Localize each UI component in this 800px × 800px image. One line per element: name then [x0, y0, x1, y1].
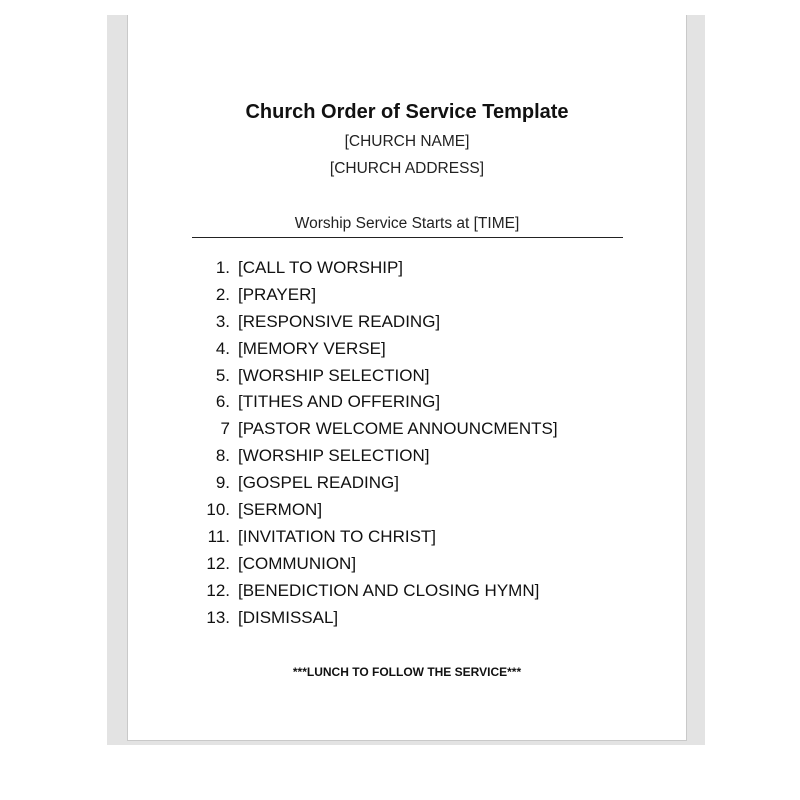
item-label: [BENEDICTION AND CLOSING HYMN] [238, 580, 540, 600]
list-item [128, 527, 686, 554]
item-number: 9. [215, 473, 230, 493]
item-number: 13. [206, 607, 230, 627]
item-number: 2. [215, 284, 230, 304]
list-item [128, 366, 686, 393]
item-label: [WORSHIP SELECTION] [238, 365, 430, 385]
item-label: [SERMON] [238, 500, 323, 520]
list-item [128, 500, 686, 527]
item-number: 10. [206, 500, 230, 520]
item-number: 5. [215, 365, 230, 385]
list-item [128, 392, 686, 419]
list-item [128, 446, 686, 473]
item-label: [INVITATION TO CHRIST] [238, 526, 437, 546]
list-item [128, 312, 686, 339]
church-name: [CHURCH NAME] [344, 133, 470, 150]
item-label: [CALL TO WORSHIP] [238, 258, 404, 277]
list-item [128, 581, 686, 608]
item-number: 4. [215, 338, 230, 358]
service-start-time: Worship Service Starts at [TIME] [294, 215, 520, 232]
item-number: 12. [206, 580, 230, 600]
item-label: [MEMORY VERSE] [238, 338, 386, 358]
item-number: 1. [215, 258, 230, 277]
item-number: 8. [215, 446, 230, 466]
item-label: [PASTOR WELCOME ANNOUNCMENTS] [238, 419, 558, 439]
item-label: [DISMISSAL] [238, 607, 339, 627]
item-number: 6. [215, 392, 230, 412]
order-of-service-list [128, 258, 686, 634]
list-item [128, 554, 686, 581]
item-label: [COMMUNION] [238, 553, 357, 573]
item-number: 3. [215, 311, 230, 331]
list-item [128, 419, 686, 446]
item-number: 12. [206, 553, 230, 573]
item-number: 7 [220, 419, 230, 439]
item-label: [TITHES AND OFFERING] [238, 392, 441, 412]
divider-line [192, 237, 623, 238]
item-label: [WORSHIP SELECTION] [238, 446, 430, 466]
item-label: [PRAYER] [238, 284, 317, 304]
list-item [128, 608, 686, 635]
item-label: [RESPONSIVE READING] [238, 311, 441, 331]
document-page [127, 15, 687, 741]
church-address: [CHURCH ADDRESS] [329, 160, 485, 177]
list-item [128, 339, 686, 366]
item-number: 11. [207, 526, 230, 546]
document-title: Church Order of Service Template [245, 101, 569, 123]
footer-note: ***LUNCH TO FOLLOW THE SERVICE*** [292, 665, 522, 679]
list-item [128, 285, 686, 312]
list-item [128, 258, 686, 285]
item-label: [GOSPEL READING] [238, 473, 399, 493]
list-item [128, 473, 686, 500]
